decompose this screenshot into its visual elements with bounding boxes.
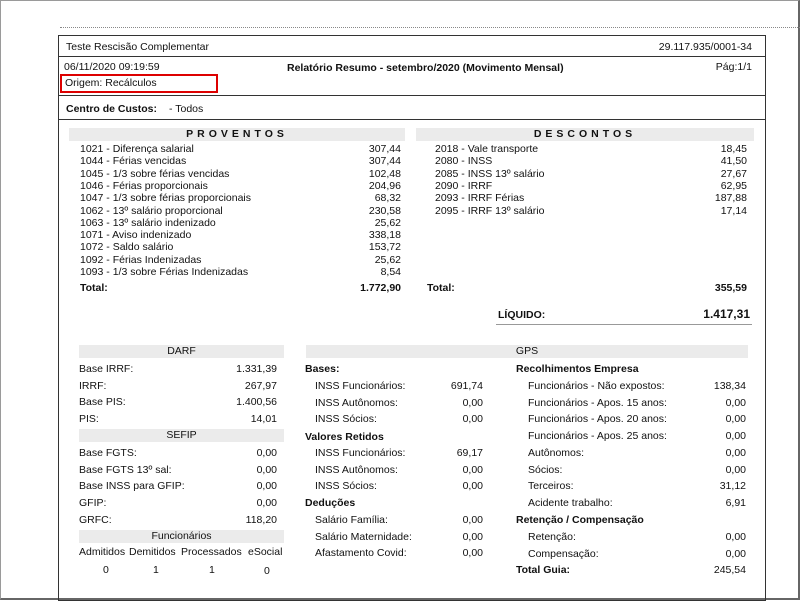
liquido-underline [496,324,752,325]
gps-empresa-value: 0,00 [725,446,746,459]
desconto-value: 187,88 [714,192,747,205]
func-header-esocial: eSocial [248,546,283,558]
func-value-esocial: 0 [264,565,270,577]
desconto-label: 2093 - IRRF Férias [435,192,525,205]
report-page [58,35,766,601]
gps-empresa-label: Funcionários - Apos. 15 anos: [528,396,667,409]
page-number: Pág:1/1 [715,61,752,73]
provento-label: 1021 - Diferença salarial [80,143,194,155]
gps-bases-title: Bases: [305,363,340,375]
descontos-total-label: Total: [427,282,455,294]
sefip-header: SEFIP [79,429,284,442]
desconto-label: 2095 - IRRF 13º salário [435,204,545,217]
desconto-label: 2018 - Vale transporte [435,143,539,155]
gps-retido-value: 0,00 [462,480,483,493]
provento-label: 1062 - 13º salário proporcional [80,204,223,217]
divider [59,56,765,57]
gps-deducao-label: Salário Família: [315,514,388,526]
gps-retidos-title: Valores Retidos [305,431,384,443]
gps-empresa-value: 6,91 [725,496,746,509]
gps-deducao-label: Afastamento Covid: [315,547,407,560]
desconto-value: 41,50 [720,155,747,168]
gps-base-value: 691,74 [450,380,483,392]
provento-value: 25,62 [374,253,401,266]
gps-empresa-label: Funcionários - Não expostos: [528,380,665,392]
darf-header: DARF [79,345,284,358]
provento-value: 307,44 [368,155,401,168]
provento-label: 1047 - 1/3 sobre férias proporcionais [80,192,252,205]
funcionarios-header: Funcionários [79,530,284,543]
func-header-demitidos: Demitidos [129,546,176,558]
desconto-label: 2090 - IRRF [435,179,493,192]
gps-empresa-value: 138,34 [713,380,746,392]
company-cnpj: 29.117.935/0001-34 [658,41,752,53]
gps-retencao-value: 0,00 [725,547,746,560]
sefip-item-label: Base INSS para GFIP: [79,480,185,493]
gps-empresa-value: 0,00 [725,430,746,443]
sefip-item-value: 0,00 [256,497,277,510]
gps-empresa-title: Recolhimentos Empresa [516,363,639,375]
gps-retido-label: INSS Funcionários: [315,447,406,459]
gps-retido-label: INSS Autônomos: [315,463,398,476]
desconto-value: 27,67 [720,167,747,180]
gps-deducao-label: Salário Maternidade: [315,530,412,543]
func-value-admitidos: 0 [103,564,109,576]
provento-value: 153,72 [368,241,401,254]
provento-value: 338,18 [368,229,401,242]
sefip-item-label: Base FGTS: [79,447,137,459]
sefip-item-value: 0,00 [256,480,277,493]
func-value-processados: 1 [209,564,215,576]
descontos-total-value: 355,59 [714,282,747,294]
darf-item-value: 14,01 [250,413,277,426]
proventos-total-value: 1.772,90 [360,282,401,294]
sefip-item-value: 0,00 [256,447,277,459]
gps-empresa-value: 0,00 [725,463,746,476]
divider [59,119,765,120]
provento-label: 1072 - Saldo salário [80,241,174,254]
sefip-item-value: 0,00 [256,463,277,476]
cost-center-value: - Todos [169,103,204,115]
provento-value: 25,62 [374,216,401,229]
divider [59,95,765,96]
desconto-value: 17,14 [720,204,747,217]
func-header-admitidos: Admitidos [79,546,126,558]
gps-empresa-label: Sócios: [528,463,563,476]
darf-item-label: Base IRRF: [79,363,134,375]
descontos-header: DESCONTOS [416,128,754,141]
gps-deducao-value: 0,00 [462,547,483,560]
provento-label: 1045 - 1/3 sobre férias vencidas [80,167,230,180]
liquido-label: LÍQUIDO: [498,309,546,321]
report-datetime: 06/11/2020 09:19:59 [64,61,160,73]
gps-empresa-value: 0,00 [725,396,746,409]
gps-retido-value: 69,17 [456,447,483,459]
sefip-item-label: GRFC: [79,513,112,526]
page-edge-dotted [60,27,800,28]
gps-total-label: Total Guia: [516,564,571,576]
gps-empresa-label: Funcionários - Apos. 25 anos: [528,430,667,443]
cost-center-label: Centro de Custos: [66,103,158,115]
provento-value: 204,96 [368,179,401,192]
gps-empresa-label: Terceiros: [528,480,574,493]
darf-item-label: IRRF: [79,379,107,392]
darf-item-label: Base PIS: [79,396,126,409]
gps-empresa-label: Autônomos: [528,446,585,459]
gps-empresa-label: Acidente trabalho: [528,496,613,509]
company-name: Teste Rescisão Complementar [66,41,209,53]
gps-base-label: INSS Autônomos: [315,396,398,409]
sefip-item-value: 118,20 [245,513,277,526]
provento-label: 1092 - Férias Indenizadas [80,253,202,266]
provento-label: 1046 - Férias proporcionais [80,179,208,192]
gps-deducoes-title: Deduções [305,497,356,509]
desconto-label: 2080 - INSS [435,155,493,168]
gps-total-value: 245,54 [713,564,746,576]
proventos-total-label: Total: [80,282,108,294]
gps-base-label: INSS Funcionários: [315,380,406,392]
gps-deducao-value: 0,00 [462,514,483,526]
gps-retencao-label: Retenção: [528,531,576,543]
desconto-label: 2085 - INSS 13º salário [435,167,545,180]
provento-value: 102,48 [368,167,401,180]
gps-deducao-value: 0,00 [462,530,483,543]
provento-label: 1071 - Aviso indenizado [80,229,192,242]
gps-retido-label: INSS Sócios: [315,480,377,493]
func-header-processados: Processados [181,546,242,558]
darf-item-value: 1.331,39 [236,363,277,375]
desconto-value: 62,95 [720,179,747,192]
gps-retencao-value: 0,00 [725,531,746,543]
darf-item-value: 267,97 [244,379,277,392]
gps-empresa-value: 0,00 [725,413,746,426]
gps-retencao-label: Compensação: [528,547,599,560]
proventos-header: PROVENTOS [69,128,405,141]
gps-header: GPS [306,345,748,358]
provento-label: 1093 - 1/3 sobre Férias Indenizadas [80,266,249,278]
provento-label: 1063 - 13º salário indenizado [80,216,216,229]
provento-value: 230,58 [368,204,401,217]
provento-label: 1044 - Férias vencidas [80,155,187,168]
desconto-value: 18,45 [720,143,747,155]
darf-item-value: 1.400,56 [236,396,277,409]
origin-label: Origem: Recálculos [60,74,218,93]
report-title: Relatório Resumo - setembro/2020 (Movimento Mensal) [287,62,564,74]
gps-base-value: 0,00 [462,396,483,409]
gps-retencao-title: Retenção / Compensação [516,514,644,526]
gps-empresa-value: 31,12 [719,480,746,493]
gps-base-value: 0,00 [462,413,483,426]
darf-item-label: PIS: [79,413,99,426]
provento-value: 68,32 [374,192,401,205]
func-value-demitidos: 1 [153,564,159,576]
provento-value: 8,54 [380,266,401,278]
gps-empresa-label: Funcionários - Apos. 20 anos: [528,413,667,426]
gps-base-label: INSS Sócios: [315,413,377,426]
sefip-item-label: GFIP: [79,497,107,510]
liquido-value: 1.417,31 [703,307,750,321]
provento-value: 307,44 [368,143,401,155]
sefip-item-label: Base FGTS 13º sal: [79,463,172,476]
gps-retido-value: 0,00 [462,463,483,476]
